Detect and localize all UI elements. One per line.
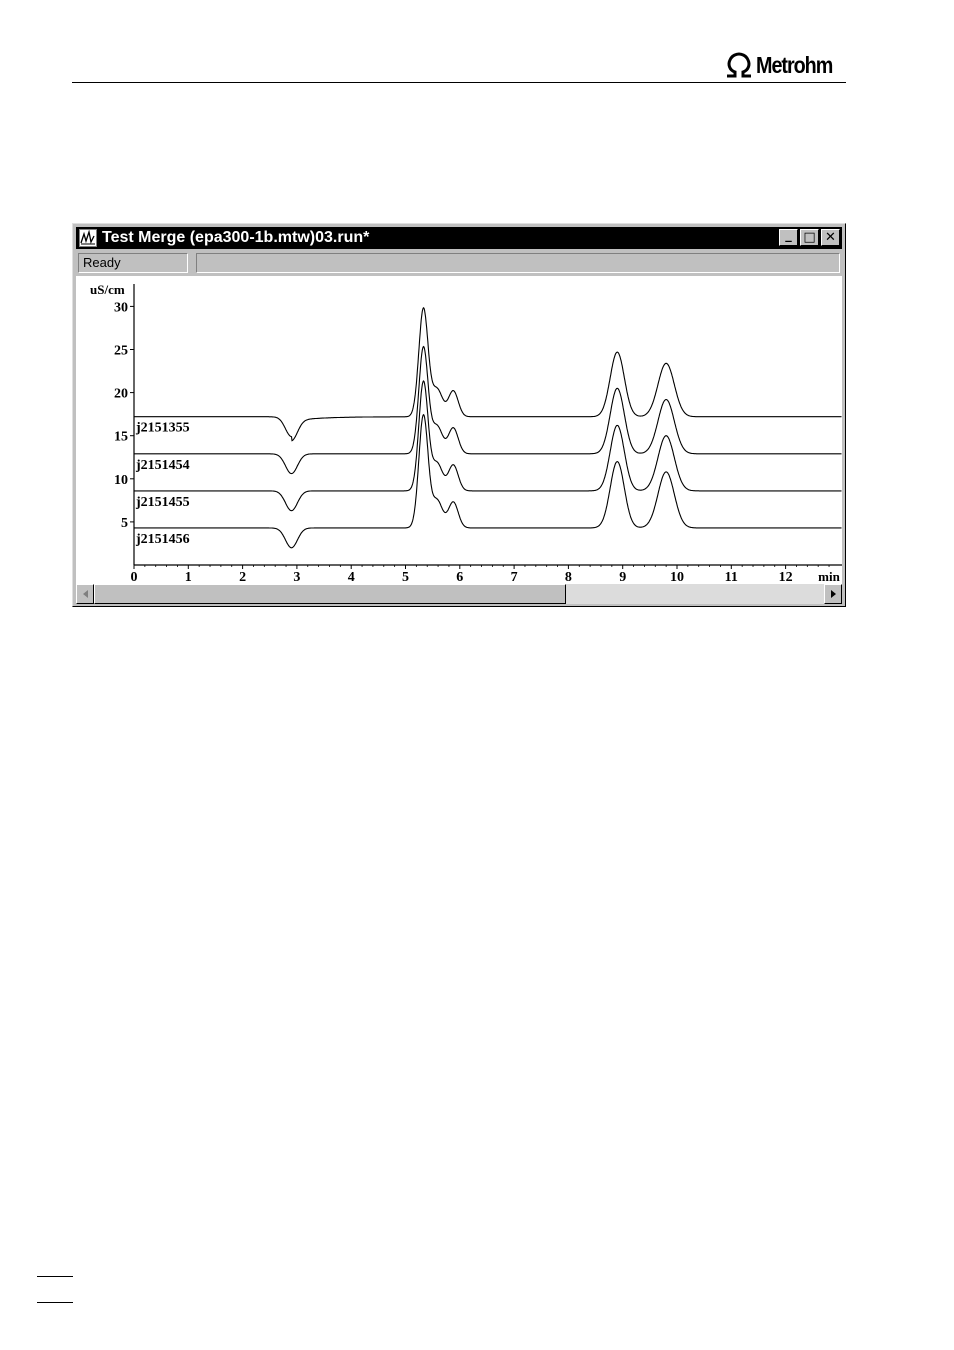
chromatogram-plot[interactable]	[76, 276, 842, 584]
x-tick-label: 9	[619, 570, 627, 584]
status-panel	[196, 253, 840, 273]
axes	[130, 284, 842, 569]
traces	[134, 308, 842, 548]
status-bar	[78, 253, 840, 273]
y-tick-label: 20	[114, 386, 128, 402]
series-line-j2151355	[134, 308, 842, 441]
x-tick-label: 10	[670, 570, 684, 584]
series-label-j2151454: j2151454	[136, 457, 190, 473]
chromatogram-window[interactable]	[72, 223, 846, 607]
brand-name: Metrohm	[756, 51, 833, 78]
metrohm-logo	[724, 50, 845, 80]
x-tick-label: 11	[724, 570, 738, 584]
x-tick-label: 12	[778, 570, 793, 584]
y-axis-label: uS/cm	[90, 282, 125, 297]
x-tick-label: 7	[510, 570, 518, 584]
x-tick-label: 3	[293, 570, 301, 584]
minimize-icon: _	[785, 228, 792, 243]
arrow-right-icon	[831, 590, 836, 598]
y-tick-label: 5	[121, 515, 128, 531]
x-tick-label: 4	[347, 570, 355, 584]
arrow-left-icon	[83, 590, 88, 598]
window-controls	[779, 229, 840, 246]
app-icon[interactable]	[79, 229, 97, 247]
footer-rule-bottom	[37, 1302, 73, 1303]
omega-icon	[724, 52, 754, 78]
labels	[90, 282, 841, 584]
y-tick-label: 25	[114, 343, 128, 359]
x-axis-label: min	[818, 569, 840, 584]
footer-rule-top	[37, 1276, 73, 1277]
scroll-left-button[interactable]	[76, 584, 94, 604]
scroll-thumb[interactable]	[94, 584, 566, 604]
series-line-j2151456	[134, 415, 842, 548]
x-tick-label: 0	[130, 570, 138, 584]
x-tick-label: 6	[456, 570, 464, 584]
maximize-button[interactable]	[800, 229, 819, 246]
status-text: Ready	[78, 253, 188, 273]
header-rule	[72, 82, 846, 83]
series-label-j2151456: j2151456	[136, 531, 190, 547]
x-tick-label: 5	[402, 570, 409, 584]
series-label-j2151355: j2151355	[136, 420, 190, 436]
y-tick-label: 10	[114, 472, 128, 488]
scroll-right-button[interactable]	[824, 584, 842, 604]
series-label-j2151455: j2151455	[136, 494, 190, 510]
close-icon: ✕	[825, 230, 836, 245]
y-tick-label: 30	[114, 300, 128, 316]
series-line-j2151454	[134, 347, 842, 474]
minimize-button[interactable]	[779, 229, 798, 246]
x-tick-label: 8	[564, 570, 572, 584]
title-bar[interactable]	[76, 227, 842, 249]
maximize-icon: □	[803, 230, 816, 245]
window-title: Test Merge (epa300-1b.mtw)03.run*	[102, 229, 370, 246]
series-line-j2151455	[134, 381, 842, 511]
x-tick-label: 1	[184, 570, 192, 584]
chromatogram-chart	[76, 276, 842, 584]
horizontal-scrollbar[interactable]	[76, 584, 842, 604]
y-tick-label: 15	[114, 429, 128, 445]
x-tick-label: 2	[239, 570, 247, 584]
close-button[interactable]	[821, 229, 840, 246]
